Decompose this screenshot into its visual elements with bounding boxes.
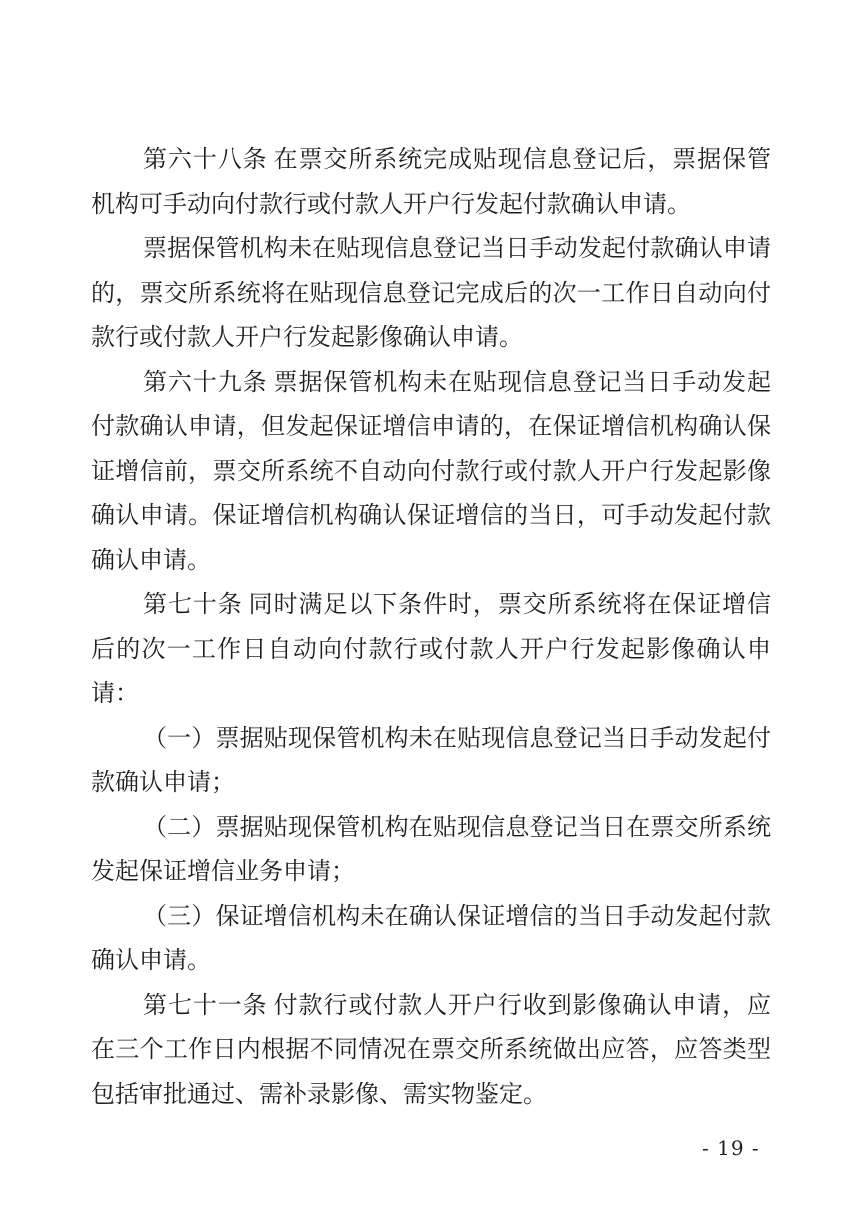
paragraph-text: 付款行或付款人开户行收到影像确认申请，应在三个工作日内根据不同情况在票交所系统做出应答，应答类型包括审批通过、需补录影像、需实物鉴定。 <box>91 990 772 1108</box>
list-item-text: （一）票据贴现保管机构未在贴现信息登记当日手动发起付款确认申请； <box>91 723 771 796</box>
list-item-condition-3 <box>91 894 771 983</box>
paragraph-article-70 <box>91 582 771 716</box>
list-item-text: （三）保证增信机构未在确认保证增信的当日手动发起付款确认申请。 <box>91 901 771 974</box>
article-number: 第六十八条 <box>143 145 268 173</box>
article-number: 第七十一条 <box>143 990 268 1019</box>
article-number: 第七十条 <box>143 590 243 618</box>
article-number: 第六十九条 <box>143 367 268 396</box>
paragraph-article-68-continued <box>91 226 771 360</box>
paragraph-text: 同时满足以下条件时，票交所系统将在保证增信后的次一工作日自动向付款行或付款人开户行发起影像确认申请： <box>91 590 772 707</box>
paragraph-text: 在票交所系统完成贴现信息登记后，票据保管机构可手动向付款行或付款人开户行发起付款确认申请。 <box>91 145 772 218</box>
paragraph-text: 票据保管机构未在贴现信息登记当日手动发起付款确认申请，但发起保证增信申请的，在保证增信机构确认保证增信前，票交所系统不自动向付款行或付款人开户行发起影像确认申请。保证增信机构确认保证增信的当日，可手动发起付款确认申请。 <box>91 367 772 574</box>
paragraph-article-69 <box>91 360 771 583</box>
page-number: - 19 - <box>702 1136 760 1160</box>
list-item-condition-1 <box>91 716 771 805</box>
list-item-text: （二）票据贴现保管机构在贴现信息登记当日在票交所系统发起保证增信业务申请； <box>91 812 771 885</box>
list-item-condition-2 <box>91 805 771 894</box>
paragraph-text: 票据保管机构未在贴现信息登记当日手动发起付款确认申请的，票交所系统将在贴现信息登记完成后的次一工作日自动向付款行或付款人开户行发起影像确认申请。 <box>91 234 771 351</box>
document-body <box>91 137 771 1116</box>
paragraph-article-71 <box>91 983 771 1117</box>
paragraph-article-68 <box>91 137 771 226</box>
